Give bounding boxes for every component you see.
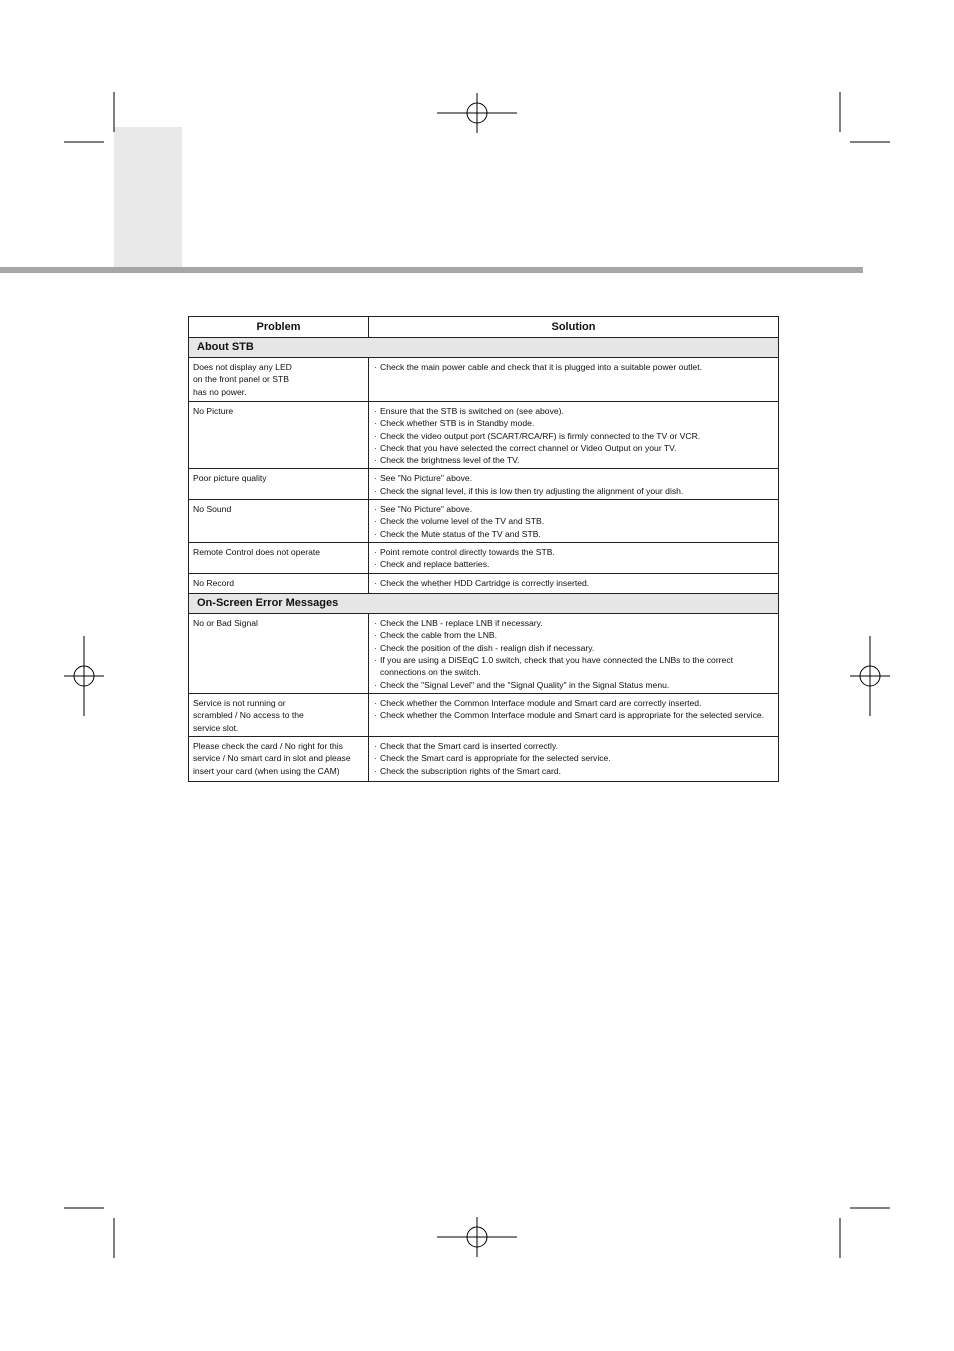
bullet-icon: ·: [374, 642, 377, 653]
bullet-icon: ·: [374, 578, 377, 589]
bullet-icon: ·: [374, 516, 377, 527]
bullet-icon: ·: [374, 654, 377, 665]
table-row: [189, 402, 779, 469]
bullet-icon: ·: [374, 455, 377, 466]
bullet-icon: ·: [374, 406, 377, 416]
solution-item: · Check whether STB is in Standby mode.: [374, 418, 535, 429]
bullet-icon: ·: [374, 753, 377, 764]
bullet-icon: ·: [374, 418, 377, 429]
registration-mark-right: [850, 636, 890, 716]
bullet-icon: ·: [374, 679, 377, 690]
table-row: [189, 614, 779, 694]
header-rule: [0, 267, 863, 273]
problem-cell: Poor picture quality: [189, 469, 369, 500]
table-row: [189, 737, 779, 782]
section-row: [189, 338, 779, 358]
bullet-icon: ·: [374, 362, 377, 372]
solution-cell: [369, 500, 779, 543]
solution-item: · See "No Picture" above.: [374, 473, 473, 484]
bullet-icon: ·: [374, 698, 377, 709]
solution-item: · Check the Smart card is appropriate for the selected service.: [374, 753, 611, 764]
solution-cell: [369, 543, 779, 574]
problem-cell: No Record: [189, 574, 369, 594]
solution-item: · If you are using a DiSEqC 1.0 switch, check that you have connected the LNBs to the correct connections on the switch.: [374, 654, 734, 678]
solution-cell: [369, 358, 779, 402]
solution-item: · See "No Picture" above.: [374, 504, 473, 515]
section-title: On-Screen Error Messages: [189, 594, 779, 614]
solution-item: · Check whether the Common Interface module and Smart card is appropriate for the selected service.: [374, 710, 765, 721]
problem-cell: No or Bad Signal: [189, 614, 369, 694]
bullet-icon: ·: [374, 430, 377, 441]
table-row: [189, 469, 779, 500]
crop-mark-top-left: [64, 92, 124, 152]
solution-header: Solution: [369, 317, 779, 338]
table-row: [189, 358, 779, 402]
solution-item: · Check the main power cable and check that it is plugged into a suitable power outlet.: [374, 362, 702, 372]
solution-cell: [369, 737, 779, 782]
registration-mark-bottom: [437, 1217, 517, 1257]
solution-cell: [369, 402, 779, 469]
problem-cell: No Sound: [189, 500, 369, 543]
solution-cell: [369, 614, 779, 694]
bullet-icon: ·: [374, 473, 377, 484]
solution-cell: [369, 694, 779, 737]
solution-item: · Check the whether HDD Cartridge is correctly inserted.: [374, 578, 590, 589]
problem-cell: Remote Control does not operate: [189, 543, 369, 574]
bullet-icon: ·: [374, 630, 377, 641]
table-row: [189, 543, 779, 574]
solution-item: · Check the cable from the LNB.: [374, 630, 498, 641]
solution-item: · Check the video output port (SCART/RCA/RF) is firmly connected to the TV or VCR.: [374, 430, 701, 441]
problem-cell: No Picture: [189, 402, 369, 469]
solution-item: · Check the "Signal Level" and the "Signal Quality" in the Signal Status menu.: [374, 679, 670, 690]
solution-item: · Check that you have selected the correct channel or Video Output on your TV.: [374, 442, 677, 453]
registration-mark-left: [64, 636, 104, 716]
bullet-icon: ·: [374, 528, 377, 539]
bullet-icon: ·: [374, 485, 377, 496]
table-row: [189, 500, 779, 543]
solution-item: · Point remote control directly towards the STB.: [374, 547, 555, 558]
bullet-icon: ·: [374, 442, 377, 453]
section-row: [189, 594, 779, 614]
table-header-row: [189, 317, 779, 338]
crop-mark-bottom-right: [830, 1198, 890, 1258]
bullet-icon: ·: [374, 547, 377, 558]
solution-cell: [369, 574, 779, 594]
solution-item: · Ensure that the STB is switched on (see above).: [374, 406, 564, 416]
solution-item: · Check the volume level of the TV and STB.: [374, 516, 545, 527]
bullet-icon: ·: [374, 618, 377, 629]
chapter-tab-block: [114, 127, 182, 269]
table-row: [189, 574, 779, 594]
solution-item: · Check whether the Common Interface module and Smart card are correctly inserted.: [374, 698, 702, 709]
solution-item: · Check the signal level, if this is low then try adjusting the alignment of your dish.: [374, 485, 684, 496]
bullet-icon: ·: [374, 765, 377, 776]
table-row: [189, 694, 779, 737]
solution-item: · Check the position of the dish - realign dish if necessary.: [374, 642, 595, 653]
solution-item: · Check the LNB - replace LNB if necessary.: [374, 618, 543, 629]
bullet-icon: ·: [374, 504, 377, 515]
problem-cell: Service is not running or scrambled / No access to the service slot.: [189, 694, 369, 737]
bullet-icon: ·: [374, 559, 377, 570]
problem-cell: Does not display any LED on the front panel or STB has no power.: [189, 358, 369, 402]
solution-cell: [369, 469, 779, 500]
solution-item: · Check the Mute status of the TV and STB.: [374, 528, 541, 539]
problem-header: Problem: [189, 317, 369, 338]
bullet-icon: ·: [374, 710, 377, 721]
solution-item: · Check the subscription rights of the Smart card.: [374, 765, 562, 776]
problem-cell: Please check the card / No right for this service / No smart card in slot and please insert your card (when using the CAM): [189, 737, 369, 782]
solution-item: · Check that the Smart card is inserted correctly.: [374, 741, 558, 752]
crop-mark-top-right: [830, 92, 890, 152]
registration-mark-top: [437, 93, 517, 133]
troubleshooting-table: [188, 316, 779, 782]
solution-item: · Check and replace batteries.: [374, 559, 490, 570]
section-title: About STB: [189, 338, 779, 358]
solution-item: · Check the brightness level of the TV.: [374, 455, 520, 466]
crop-mark-bottom-left: [64, 1198, 124, 1258]
bullet-icon: ·: [374, 741, 377, 752]
